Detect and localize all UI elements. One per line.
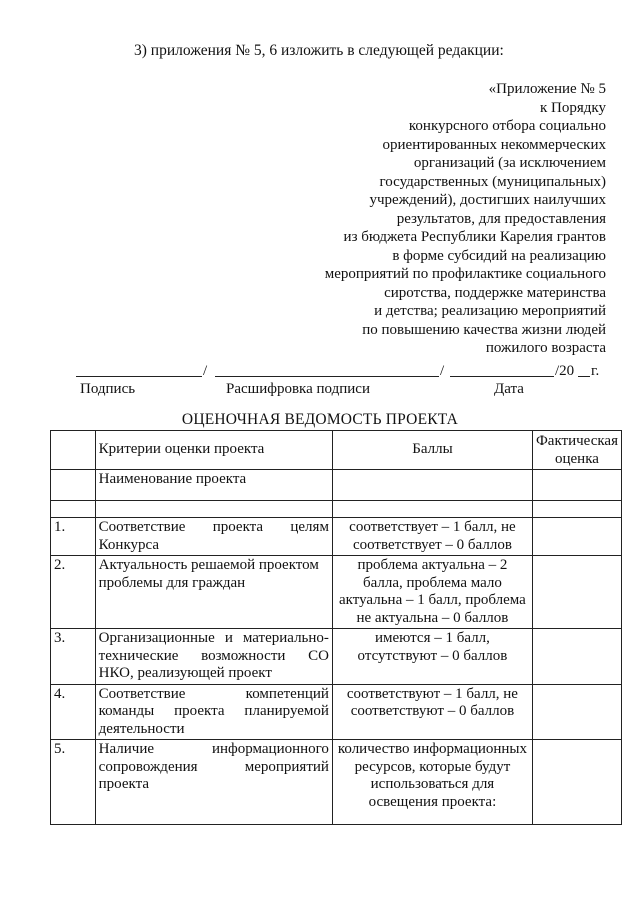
table-row (51, 556, 622, 629)
row-num: 2. (51, 556, 96, 629)
row-num: 3. (51, 629, 96, 685)
appendix-line: и детства; реализацию мероприятий (374, 303, 606, 319)
appendix-line: к Порядку (540, 99, 606, 116)
appendix-line: ориентированных некоммерческих (382, 136, 606, 153)
appendix-line: по повышению качества жизни людей (362, 321, 606, 338)
date-line (450, 376, 554, 377)
row-criteria: Соответствие компетенций команды проекта планируемой деятельности (95, 684, 332, 740)
table-header-row (51, 431, 622, 470)
row-num: 4. (51, 684, 96, 740)
row-criteria: Соответствие проекта целям Конкурса (95, 518, 332, 556)
row-score: проблема актуальна – 2 балла, проблема мало актуальна – 1 балл, проблема не актуальна – 0 баллов (332, 556, 532, 629)
year-prefix: /20 (555, 363, 575, 379)
appendix-line: сиротства, поддержке материнства (384, 284, 606, 301)
row-score: соответствует – 1 балл, не соответствует – 0 баллов (332, 518, 532, 556)
appendix-line: мероприятий по профилактике социального (324, 266, 606, 282)
header-criteria: Критерии оценки проекта (95, 431, 332, 470)
table-row (51, 629, 622, 685)
year-suffix: г. (591, 363, 600, 379)
decoding-line (215, 376, 439, 377)
document-title: ОЦЕНОЧНАЯ ВЕДОМОСТЬ ПРОЕКТА (181, 411, 459, 428)
date-label: Дата (494, 381, 524, 397)
decoding-label: Расшифровка подписи (226, 381, 370, 397)
table-row-project-name (51, 470, 622, 501)
appendix-line: учреждений), достигших наилучших (369, 192, 606, 208)
signature-line (76, 376, 202, 377)
appendix-line: из бюджета Республики Карелия грантов (343, 229, 606, 245)
appendix-line: результатов, для предоставления (396, 210, 606, 227)
year-line (578, 376, 590, 377)
header-score: Баллы (332, 431, 532, 470)
row-fact (532, 684, 621, 740)
row-fact (532, 740, 621, 825)
row-fact (532, 629, 621, 685)
appendix-line: государственных (муниципальных) (379, 173, 606, 190)
row-fact (532, 518, 621, 556)
appendix-line: в форме субсидий на реализацию (392, 247, 606, 264)
intro-line: 3) приложения № 5, 6 изложить в следующей редакции: (134, 42, 504, 59)
row-fact (532, 556, 621, 629)
appendix-line: пожилого возраста (485, 340, 606, 356)
appendix-line: организаций (за исключением (413, 155, 606, 171)
header-fact: Фактическая оценка (532, 431, 621, 470)
decoding-separator: / (440, 363, 445, 379)
row-num: 1. (51, 518, 96, 556)
project-name-label: Наименование проекта (95, 470, 332, 501)
table-row (51, 518, 622, 556)
signature-label: Подпись (80, 381, 136, 397)
row-criteria: Актуальность решаемой проектом проблемы для граждан (95, 556, 332, 629)
table-spacer-row (51, 501, 622, 518)
name-row-num (51, 470, 96, 501)
appendix-line: «Приложение № 5 (488, 81, 606, 97)
appendix-line: конкурсного отбора социально (408, 118, 606, 134)
evaluation-table (50, 430, 622, 825)
row-criteria: Организационные и материально-технические возможности СО НКО, реализующей проект (95, 629, 332, 685)
signature-separator: / (203, 363, 208, 379)
signature-block (0, 360, 640, 400)
row-criteria: Наличие информационного сопровождения мероприятий проекта (95, 740, 332, 825)
row-score: количество информационных ресурсов, которые будут использоваться для освещения проекта: (332, 740, 532, 825)
table-row (51, 740, 622, 825)
appendix-header (296, 80, 606, 358)
row-score: имеются – 1 балл, отсутствуют – 0 баллов (332, 629, 532, 685)
table-row (51, 684, 622, 740)
row-score: соответствуют – 1 балл, не соответствуют – 0 баллов (332, 684, 532, 740)
row-num: 5. (51, 740, 96, 825)
name-row-score (332, 470, 532, 501)
header-num (51, 431, 96, 470)
name-row-fact (532, 470, 621, 501)
